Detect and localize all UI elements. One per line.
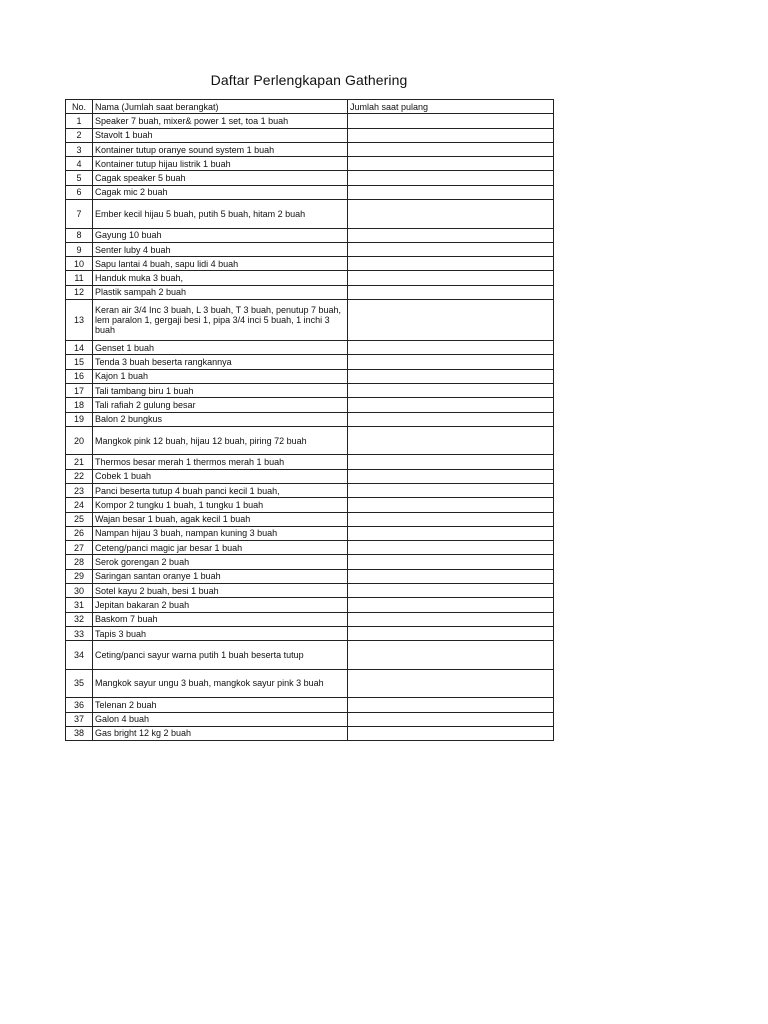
column-header-name: Nama (Jumlah saat berangkat) [93,100,348,114]
row-number: 16 [66,369,93,383]
return-count-cell[interactable] [348,626,554,640]
return-count-cell[interactable] [348,469,554,483]
table-row [66,498,554,512]
item-name-cell: Tenda 3 buah beserta rangkannya [93,355,348,369]
table-body [66,114,554,741]
table-row [66,455,554,469]
table-row [66,383,554,397]
table-row [66,171,554,185]
item-name-cell: Telenan 2 buah [93,698,348,712]
return-count-cell[interactable] [348,257,554,271]
return-count-cell[interactable] [348,341,554,355]
return-count-cell[interactable] [348,526,554,540]
item-name-cell: Speaker 7 buah, mixer& power 1 set, toa 1 buah [93,114,348,128]
table-row [66,185,554,199]
return-count-cell[interactable] [348,128,554,142]
table-row [66,200,554,229]
row-number: 4 [66,157,93,171]
return-count-cell[interactable] [348,498,554,512]
item-name-cell: Keran air 3/4 Inc 3 buah, L 3 buah, T 3 buah, penutup 7 buah, lem paralon 1, gergaji besi 1, pipa 3/4 inci 5 buah, 1 inchi 3 buah [93,300,348,341]
return-count-cell[interactable] [348,157,554,171]
row-number: 17 [66,383,93,397]
row-number: 11 [66,271,93,285]
table-row [66,698,554,712]
table-row [66,469,554,483]
table-row [66,242,554,256]
table-row [66,483,554,497]
return-count-cell[interactable] [348,383,554,397]
row-number: 18 [66,398,93,412]
table-row [66,712,554,726]
return-count-cell[interactable] [348,612,554,626]
row-number: 9 [66,242,93,256]
return-count-cell[interactable] [348,584,554,598]
row-number: 21 [66,455,93,469]
item-name-cell: Tali tambang biru 1 buah [93,383,348,397]
return-count-cell[interactable] [348,142,554,156]
table-row [66,257,554,271]
item-name-cell: Stavolt 1 buah [93,128,348,142]
row-number: 6 [66,185,93,199]
item-name-cell: Mangkok pink 12 buah, hijau 12 buah, piring 72 buah [93,426,348,455]
row-number: 7 [66,200,93,229]
table-row [66,128,554,142]
row-number: 28 [66,555,93,569]
column-header-no: No. [66,100,93,114]
table-row [66,555,554,569]
table-header-row [66,100,554,114]
row-number: 5 [66,171,93,185]
row-number: 34 [66,641,93,670]
item-name-cell: Wajan besar 1 buah, agak kecil 1 buah [93,512,348,526]
return-count-cell[interactable] [348,712,554,726]
item-name-cell: Sotel kayu 2 buah, besi 1 buah [93,584,348,598]
return-count-cell[interactable] [348,455,554,469]
item-name-cell: Ember kecil hijau 5 buah, putih 5 buah, hitam 2 buah [93,200,348,229]
item-name-cell: Kajon 1 buah [93,369,348,383]
return-count-cell[interactable] [348,641,554,670]
row-number: 29 [66,569,93,583]
return-count-cell[interactable] [348,285,554,299]
table-row [66,355,554,369]
table-row [66,398,554,412]
table-row [66,584,554,598]
equipment-table [65,99,554,741]
table-row [66,541,554,555]
table-row [66,512,554,526]
item-name-cell: Kontainer tutup hijau listrik 1 buah [93,157,348,171]
table-row [66,341,554,355]
return-count-cell[interactable] [348,398,554,412]
item-name-cell: Gas bright 12 kg 2 buah [93,726,348,740]
row-number: 3 [66,142,93,156]
item-name-cell: Plastik sampah 2 buah [93,285,348,299]
item-name-cell: Baskom 7 buah [93,612,348,626]
item-name-cell: Nampan hijau 3 buah, nampan kuning 3 buah [93,526,348,540]
item-name-cell: Ceteng/panci magic jar besar 1 buah [93,541,348,555]
item-name-cell: Serok gorengan 2 buah [93,555,348,569]
table-row [66,612,554,626]
table-row [66,569,554,583]
item-name-cell: Jepitan bakaran 2 buah [93,598,348,612]
row-number: 31 [66,598,93,612]
return-count-cell[interactable] [348,598,554,612]
row-number: 22 [66,469,93,483]
table-row [66,626,554,640]
return-count-cell[interactable] [348,726,554,740]
return-count-cell[interactable] [348,300,554,341]
return-count-cell[interactable] [348,426,554,455]
table-row [66,426,554,455]
return-count-cell[interactable] [348,355,554,369]
return-count-cell[interactable] [348,541,554,555]
table-row [66,157,554,171]
row-number: 26 [66,526,93,540]
row-number: 1 [66,114,93,128]
return-count-cell[interactable] [348,512,554,526]
row-number: 8 [66,228,93,242]
row-number: 35 [66,669,93,698]
row-number: 37 [66,712,93,726]
return-count-cell[interactable] [348,242,554,256]
item-name-cell: Gayung 10 buah [93,228,348,242]
document-title: Daftar Perlengkapan Gathering [210,72,408,88]
table-row [66,726,554,740]
return-count-cell[interactable] [348,185,554,199]
table-row [66,228,554,242]
item-name-cell: Handuk muka 3 buah, [93,271,348,285]
row-number: 38 [66,726,93,740]
row-number: 25 [66,512,93,526]
table-row [66,285,554,299]
item-name-cell: Tapis 3 buah [93,626,348,640]
return-count-cell[interactable] [348,669,554,698]
return-count-cell[interactable] [348,569,554,583]
table-row [66,271,554,285]
row-number: 27 [66,541,93,555]
row-number: 30 [66,584,93,598]
item-name-cell: Saringan santan oranye 1 buah [93,569,348,583]
row-number: 19 [66,412,93,426]
return-count-cell[interactable] [348,412,554,426]
table-row [66,412,554,426]
return-count-cell[interactable] [348,698,554,712]
table-row [66,669,554,698]
row-number: 10 [66,257,93,271]
table-row [66,300,554,341]
item-name-cell: Genset 1 buah [93,341,348,355]
row-number: 15 [66,355,93,369]
row-number: 36 [66,698,93,712]
row-number: 12 [66,285,93,299]
table-row [66,369,554,383]
item-name-cell: Cagak mic 2 buah [93,185,348,199]
row-number: 32 [66,612,93,626]
item-name-cell: Cobek 1 buah [93,469,348,483]
item-name-cell: Mangkok sayur ungu 3 buah, mangkok sayur pink 3 buah [93,669,348,698]
item-name-cell: Kompor 2 tungku 1 buah, 1 tungku 1 buah [93,498,348,512]
item-name-cell: Balon 2 bungkus [93,412,348,426]
row-number: 23 [66,483,93,497]
row-number: 24 [66,498,93,512]
row-number: 2 [66,128,93,142]
return-count-cell[interactable] [348,171,554,185]
row-number: 20 [66,426,93,455]
column-header-return-count: Jumlah saat pulang [348,100,554,114]
return-count-cell[interactable] [348,555,554,569]
item-name-cell: Kontainer tutup oranye sound system 1 buah [93,142,348,156]
return-count-cell[interactable] [348,228,554,242]
item-name-cell: Senter luby 4 buah [93,242,348,256]
table-row [66,526,554,540]
item-name-cell: Ceting/panci sayur warna putih 1 buah beserta tutup [93,641,348,670]
item-name-cell: Tali rafiah 2 gulung besar [93,398,348,412]
item-name-cell: Thermos besar merah 1 thermos merah 1 buah [93,455,348,469]
table-row [66,114,554,128]
table-row [66,641,554,670]
return-count-cell[interactable] [348,114,554,128]
return-count-cell[interactable] [348,369,554,383]
row-number: 33 [66,626,93,640]
item-name-cell: Panci beserta tutup 4 buah panci kecil 1 buah, [93,483,348,497]
return-count-cell[interactable] [348,271,554,285]
item-name-cell: Cagak speaker 5 buah [93,171,348,185]
table-row [66,598,554,612]
row-number: 14 [66,341,93,355]
table-row [66,142,554,156]
item-name-cell: Sapu lantai 4 buah, sapu lidi 4 buah [93,257,348,271]
item-name-cell: Galon 4 buah [93,712,348,726]
return-count-cell[interactable] [348,483,554,497]
return-count-cell[interactable] [348,200,554,229]
row-number: 13 [66,300,93,341]
